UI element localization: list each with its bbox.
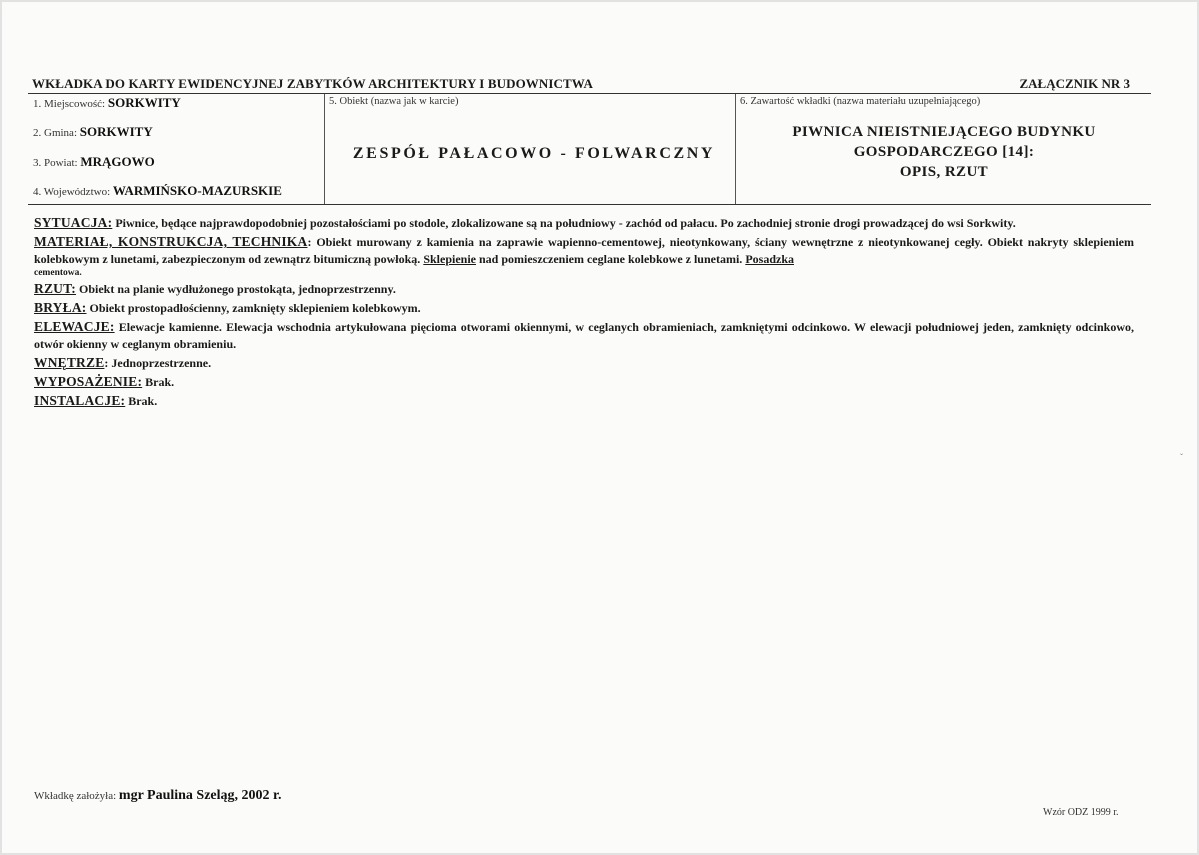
section-installations bbox=[34, 392, 1134, 410]
material-text-b: nad pomieszczeniem ceglane kolebkowe z lunetami. bbox=[476, 252, 746, 266]
author-line bbox=[34, 788, 281, 804]
section-material bbox=[34, 233, 1134, 279]
elevations-heading: ELEWACJE: bbox=[34, 319, 115, 334]
interior-text: : Jednoprzestrzenne. bbox=[104, 356, 212, 370]
section-massing bbox=[34, 299, 1134, 317]
installations-text: Brak. bbox=[125, 394, 158, 408]
description-body bbox=[34, 214, 1134, 411]
interior-heading: WNĘTRZE bbox=[34, 355, 105, 370]
object-name: ZESPÓŁ PAŁACOWO - FOLWARCZNY bbox=[352, 145, 716, 162]
elevations-text: Elewacje kamienne. Elewacja wschodnia artykułowana pięcioma otworami okiennymi, w ceglanych obramieniach, zamkniętymi odcinkowo. W elewacji południowej jeden, zamknięty odcinkowo, otwór okienny w ceglanym obramieniu. bbox=[34, 320, 1134, 351]
situation-heading: SYTUACJA: bbox=[34, 215, 113, 230]
content-title-line-2: GOSPODARCZEGO [14]: bbox=[853, 144, 1035, 160]
material-text-a: : Obiekt murowany z kamienia na zaprawie wapienno-cementowej, nieotynkowany, ściany wewnętrzne z nieotynkowanej cegły. Obiekt nakryty sklepieniem kolebkowym z lunetami, zabezpieczonym od zewnątrz bitumiczną powłoką. bbox=[34, 235, 1134, 266]
content-title-line-3: OPIS, RZUT bbox=[899, 164, 989, 180]
district-field bbox=[33, 154, 155, 170]
annex-number: ZAŁĄCZNIK NR 3 bbox=[1019, 76, 1130, 91]
location-field bbox=[33, 95, 181, 111]
content-title bbox=[737, 122, 1151, 182]
object-label: 5. Obiekt (nazwa jak w karcie) bbox=[329, 96, 459, 107]
grid-divider-2 bbox=[735, 94, 736, 204]
identification-grid bbox=[28, 93, 1151, 205]
equipment-text: Brak. bbox=[142, 375, 175, 389]
province-label: 4. Województwo: bbox=[33, 186, 111, 198]
district-value: MRĄGOWO bbox=[80, 154, 155, 169]
author-label: Wkładkę założyła: bbox=[34, 790, 117, 802]
form-title: WKŁADKA DO KARTY EWIDENCYJNEJ ZABYTKÓW ARCHITEKTURY I BUDOWNICTWA bbox=[32, 76, 593, 91]
scan-speck: ˇ bbox=[1180, 452, 1183, 462]
content-label: 6. Zawartość wkładki (nazwa materiału uzupełniającego) bbox=[740, 96, 981, 107]
plan-text: Obiekt na planie wydłużonego prostokąta, jednoprzestrzenny. bbox=[76, 282, 396, 296]
section-plan bbox=[34, 280, 1134, 298]
form-header bbox=[30, 76, 1150, 94]
location-value: SORKWITY bbox=[107, 95, 181, 110]
grid-divider-1 bbox=[324, 94, 325, 204]
material-heading: MATERIAŁ, KONSTRUKCJA, TECHNIKA bbox=[34, 234, 308, 249]
section-equipment bbox=[34, 373, 1134, 391]
author-value: mgr Paulina Szeląg, 2002 r. bbox=[118, 788, 282, 803]
plan-heading: RZUT: bbox=[34, 281, 77, 296]
content-title-line-1: PIWNICA NIEISTNIEJĄCEGO BUDYNKU bbox=[792, 124, 1096, 140]
floor-subheading: Posadzka bbox=[745, 252, 794, 266]
form-pattern: Wzór ODZ 1999 r. bbox=[1043, 807, 1119, 818]
floor-text: cementowa. bbox=[34, 268, 82, 278]
vault-subheading: Sklepienie bbox=[423, 252, 476, 266]
installations-heading: INSTALACJE: bbox=[34, 393, 126, 408]
section-interior bbox=[34, 354, 1134, 372]
situation-text: Piwnice, będące najprawdopodobniej pozostałościami po stodole, zlokalizowane są na południowy - zachód od pałacu. Po zachodniej stronie drogi prowadzącej do wsi Sorkwity. bbox=[112, 216, 1016, 230]
province-field bbox=[33, 183, 282, 199]
location-label: 1. Miejscowość: bbox=[33, 98, 106, 110]
section-situation bbox=[34, 214, 1134, 232]
massing-heading: BRYŁA: bbox=[34, 300, 87, 315]
massing-text: Obiekt prostopadłościenny, zamknięty sklepieniem kolebkowym. bbox=[86, 301, 421, 315]
section-elevations bbox=[34, 318, 1134, 353]
province-value: WARMIŃSKO-MAZURSKIE bbox=[112, 183, 282, 198]
district-label: 3. Powiat: bbox=[33, 157, 78, 169]
equipment-heading: WYPOSAŻENIE: bbox=[34, 374, 143, 389]
commune-field bbox=[33, 124, 153, 140]
commune-value: SORKWITY bbox=[79, 124, 153, 139]
commune-label: 2. Gmina: bbox=[33, 127, 77, 139]
